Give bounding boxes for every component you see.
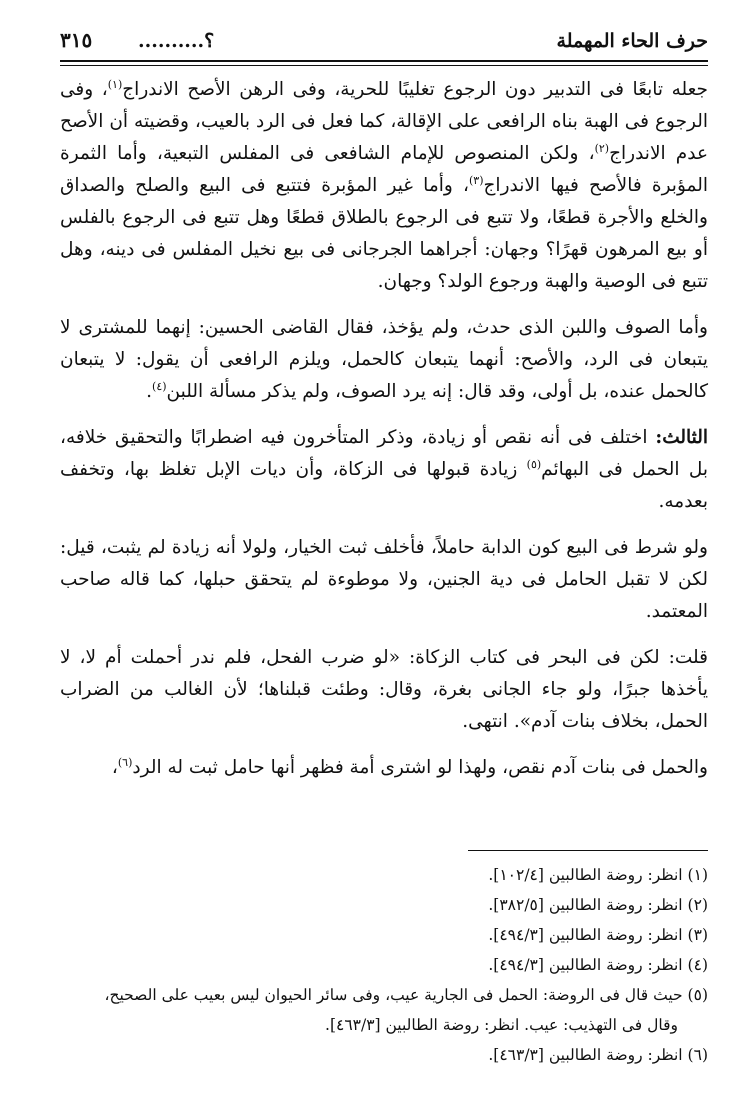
footnote-ref: (١) xyxy=(107,77,123,91)
footnote-ref: (٥) xyxy=(526,457,542,471)
paragraph: والحمل فى بنات آدم نقص، ولهذا لو اشترى أمة فظهر أنها حامل ثبت له الرد$^{(٦)}$، xyxy=(111,755,708,778)
paragraph: قلت: لكن فى البحر فى كتاب الزكاة: «لو ضرب الفحل، فلم ندر أحملت أم لا، لا يأخذها جبرًا، ولو جاء الجانى بغرة، وقال: وطئت قبلناها؛ لأن الغالب من الضراب الحمل، بخلاف بنات آدم». انتهى. xyxy=(60,647,708,732)
page-number: ٣١٥ xyxy=(60,28,93,52)
footnote-ref: (٤) xyxy=(152,379,167,393)
paragraph: ولو شرط فى البيع كون الدابة حاملاً، فأخلف ثبت الخيار، ولولا أنه زيادة لم يثبت، قيل: لكن لا تقبل الحامل فى دية الجنين، ولا موطوءة لم يتحقق حبلها، كما قاله صاحب المعتمد. xyxy=(60,537,708,622)
main-text xyxy=(60,74,708,784)
header-leader-dots: ..........؟ xyxy=(138,30,215,52)
footnote: (٥) حيث قال فى الروضة: الحمل فى الجارية عيب، وفى سائر الحيوان ليس بعيب على الصحيح، xyxy=(104,986,708,1004)
section-lead: الثالث: xyxy=(655,427,708,448)
footnotes xyxy=(60,860,708,1070)
paragraph: جعله تابعًا فى التدبير دون الرجوع تغليبًا للحرية، وفى الرهن الأصح الاندراج$^{(١)}$، وفى الرجوع فى الهبة بناه الرافعى على الإقالة، كما فعل فى الرد بالعيب، وقضيته أن الأصح عدم الاندراج$^{(٢)}$، ولكن المنصوص للإمام الشافعى فى المفلس التبعية، وأما الثمرة المؤبرة فالأصح فيها الاندراج$^{(٣)}$، وأما غير المؤبرة فتتبع فى البيع والصلح والصداق والخلع والأجرة قطعًا، ولا تتبع فى الرجوع بالطلاق قطعًا وهل تتبع فى الرجوع بالفلس أو بيع المرهون قهرًا؟ وجهان: أجراهما الجرجانى فى بيع نخيل المفلس فى دينه، وهل تتبع فى الوصية والهبة ورجوع الولد؟ وجهان. xyxy=(60,77,708,292)
footnote: (١) انظر: روضة الطالبين [١٠٢/٤]. xyxy=(488,866,708,884)
footnote-separator xyxy=(468,850,708,851)
running-header xyxy=(60,28,708,56)
book-page xyxy=(60,28,708,1088)
footnote: (٢) انظر: روضة الطالبين [٣٨٢/٥]. xyxy=(488,896,708,914)
paragraph: الثالث: اختلف فى أنه نقص أو زيادة، وذكر المتأخرون فيه اضطرابًا والتحقيق خلافه، بل الحمل فى البهائم$^{(٥)}$ زيادة قبولها فى الزكاة، وأن ديات الإبل تغلظ بها، وتخفف بعدمه. xyxy=(60,427,708,512)
footnote-ref: (٦) xyxy=(117,755,133,769)
footnote: (٦) انظر: روضة الطالبين [٤٦٣/٣]. xyxy=(488,1046,708,1064)
footnote: (٣) انظر: روضة الطالبين [٤٩٤/٣]. xyxy=(488,926,708,944)
paragraph: وأما الصوف واللبن الذى حدث، ولم يؤخذ، فقال القاضى الحسين: إنهما للمشترى لا يتبعان فى الرد، والأصح: أنهما يتبعان كالحمل، ويلزم الرافعى أن يقول: لا يتبعان كالحمل عنده، بل أولى، وقد قال: إنه يرد الصوف، ولم يذكر مسألة اللبن$^{(٤)}$. xyxy=(60,317,708,402)
footnote-ref: (٣) xyxy=(468,173,484,187)
header-rule xyxy=(60,60,708,66)
footnote: (٤) انظر: روضة الطالبين [٤٩٤/٣]. xyxy=(488,956,708,974)
footnote-ref: (٢) xyxy=(594,141,610,155)
footnote-continuation: وقال فى التهذيب: عيب. انظر: روضة الطالبين [٤٦٣/٣]. xyxy=(325,1016,678,1034)
chapter-title: حرف الحاء المهملة xyxy=(556,30,708,52)
